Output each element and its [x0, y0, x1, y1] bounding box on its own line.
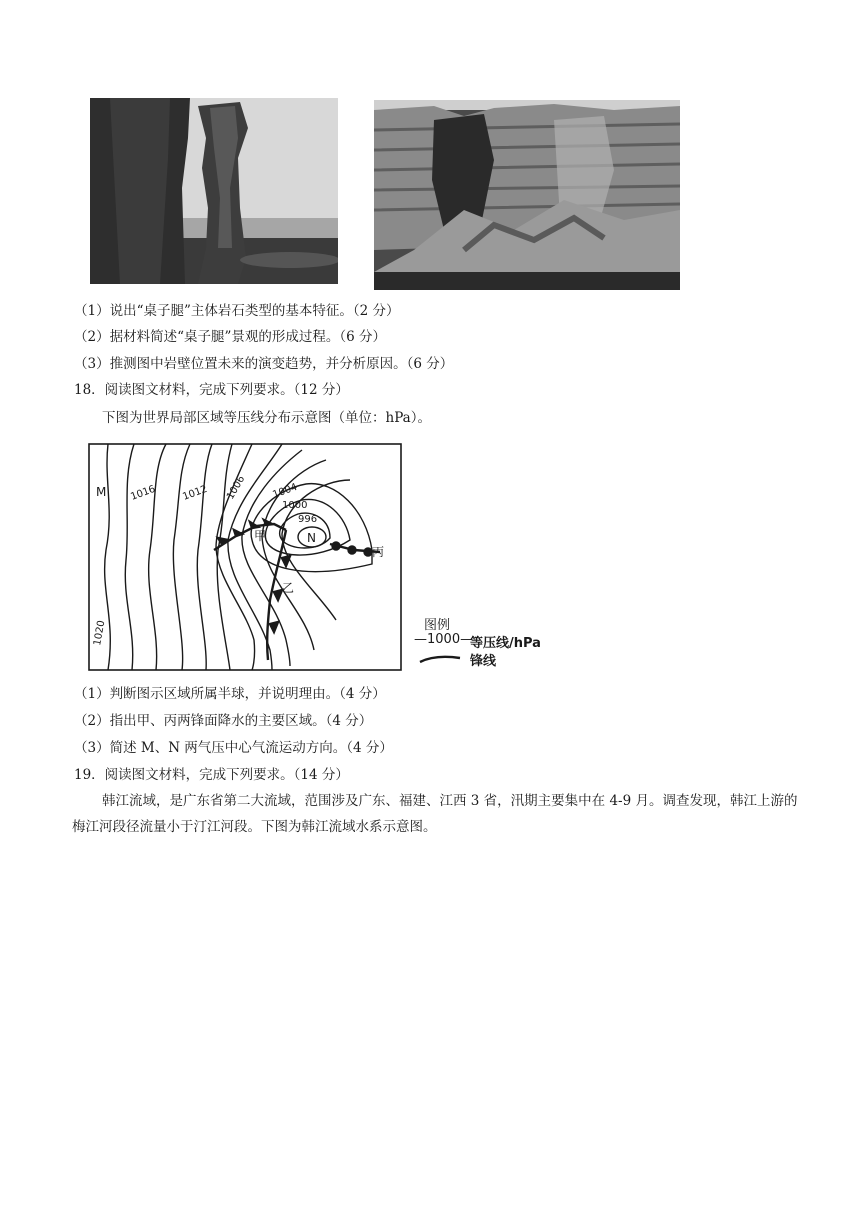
- rock-pillar-photo: [90, 98, 338, 284]
- isobar-label-1016: 1016: [129, 483, 157, 503]
- isobar-label-1004: 1004: [271, 481, 299, 501]
- legend-front-line: [418, 652, 462, 666]
- q18-heading: 18．阅读图文材料，完成下列要求。（12 分）: [74, 382, 349, 398]
- label-bing: 丙: [372, 545, 385, 559]
- isobar-map: [86, 440, 406, 674]
- q18-subquestion-2: （2）指出甲、丙两锋面降水的主要区域。（4 分）: [74, 713, 373, 729]
- cliff-wall-photo: [374, 100, 680, 290]
- q17-subquestion-2: （2）据材料简述“桌子腿”景观的形成过程。（6 分）: [74, 329, 387, 345]
- isobar-label-1006: 1006: [225, 473, 248, 502]
- isobar-label-1000: 1000: [282, 500, 308, 511]
- q18-subquestion-1: （1）判断图示区域所属半球，并说明理由。（4 分）: [74, 686, 386, 702]
- label-M: M: [96, 485, 107, 499]
- q19-paragraph: 韩江流域，是广东省第二大流域，范围涉及广东、福建、江西 3 省，汛期主要集中在 4-9 月。调查发现，韩江上游的梅江河段径流量小于汀江河段。下图为韩江流域水系示意图。: [72, 793, 798, 835]
- q18-intro: 下图为世界局部区域等压线分布示意图（单位：hPa）。: [102, 410, 431, 426]
- q17-subquestion-1: （1）说出“桌子腿”主体岩石类型的基本特征。（2 分）: [74, 303, 400, 319]
- isobar-label-996: 996: [298, 514, 318, 525]
- isobar-label-1020: 1020: [92, 619, 108, 647]
- legend-title: 图例: [424, 618, 451, 633]
- legend-isobar-label: 等压线/hPa: [470, 636, 541, 651]
- q17-subquestion-3: （3）推测图中岩壁位置未来的演变趋势，并分析原因。（6 分）: [74, 356, 454, 372]
- q18-subquestion-3: （3）简述 M、N 两气压中心气流运动方向。（4 分）: [74, 740, 393, 756]
- legend-isobar-sample: —1000—: [414, 632, 474, 647]
- q19-heading: 19．阅读图文材料，完成下列要求。（14 分）: [74, 767, 349, 783]
- isobar-label-1012: 1012: [181, 483, 209, 503]
- label-jia: 甲: [254, 529, 267, 543]
- label-N: N: [307, 531, 316, 545]
- label-yi: 乙: [282, 581, 295, 595]
- legend-front-label: 锋线: [470, 654, 497, 669]
- legend-isobar-value: 1000: [427, 632, 461, 647]
